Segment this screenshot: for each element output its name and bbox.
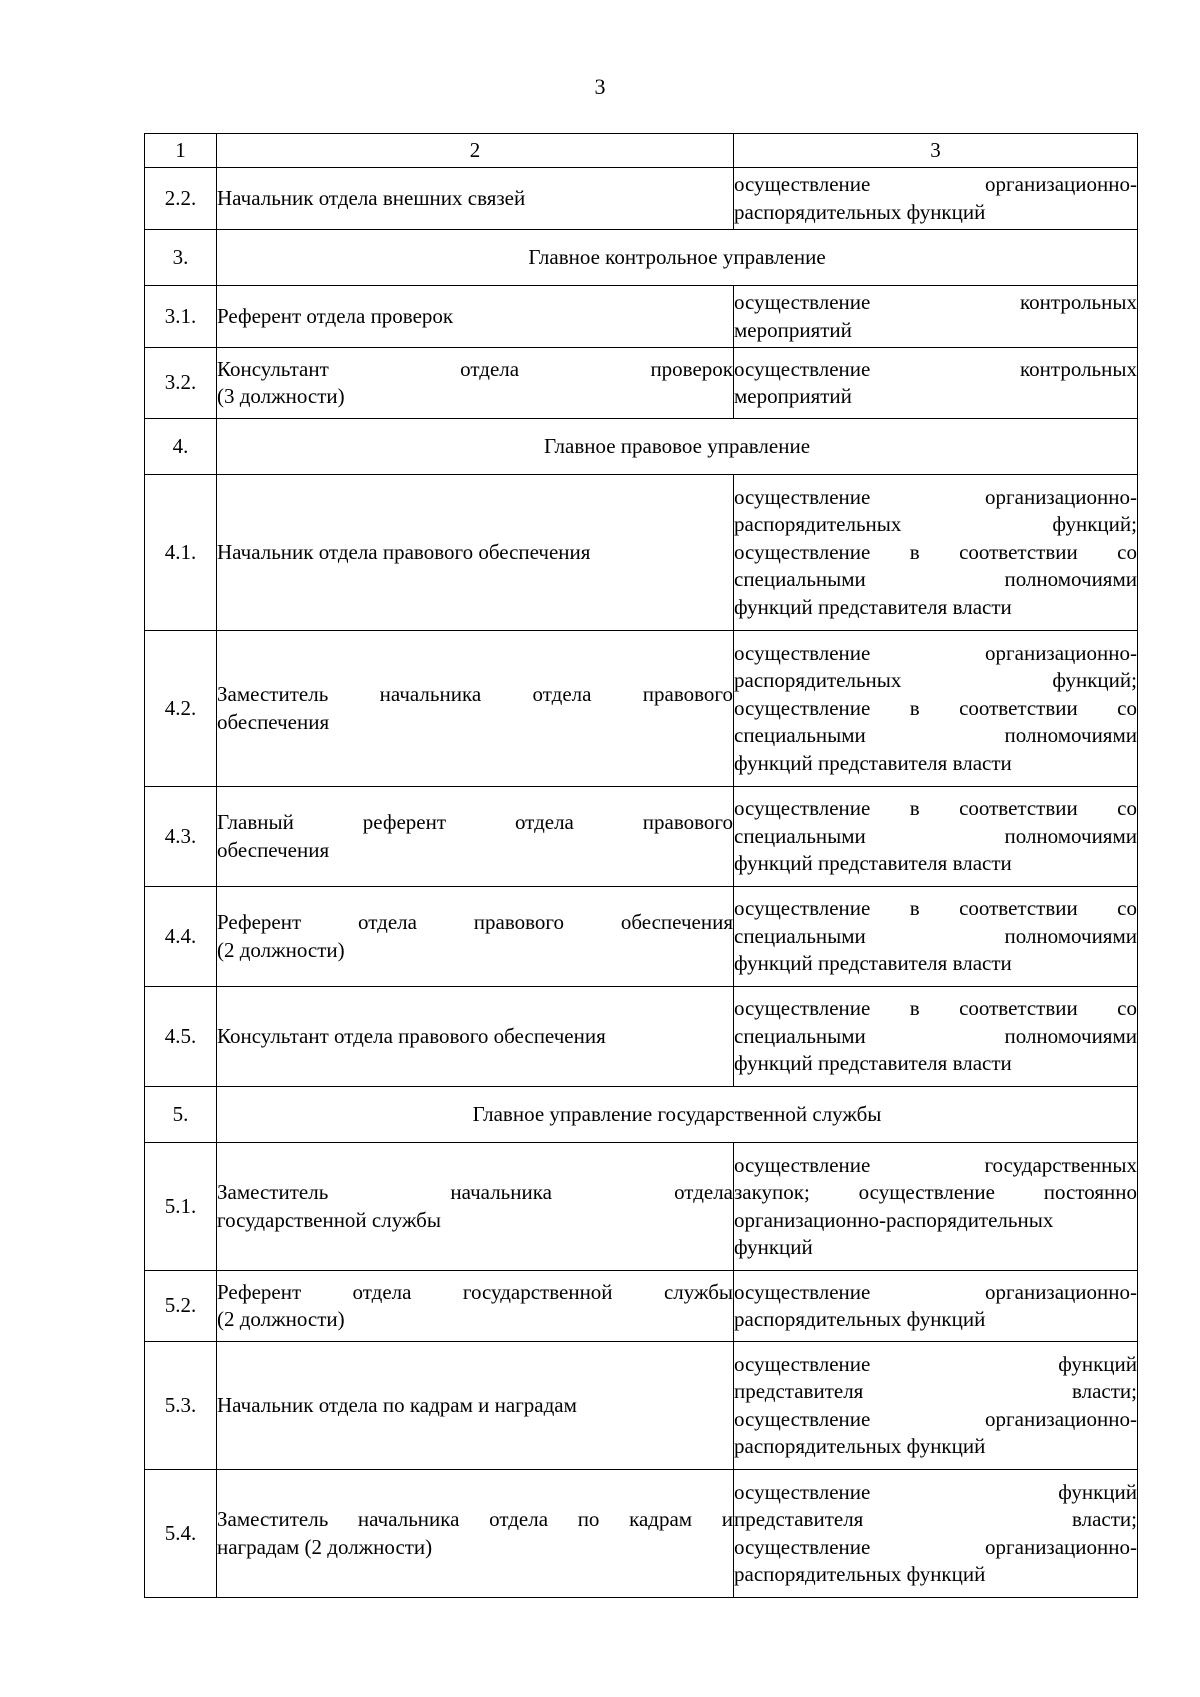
position-cell [217, 887, 734, 987]
functions-cell [734, 887, 1138, 987]
cell-line: Консультант отдела правового обеспечения [217, 1023, 606, 1048]
cell-line: осуществление в соответствии со [734, 896, 1137, 921]
functions-cell [734, 1143, 1138, 1271]
functions-cell [734, 286, 1138, 348]
cell-line: Начальник отдела внешних связей [217, 185, 526, 210]
cell-line: Начальник отдела правового обеспечения [217, 539, 591, 564]
row-number: 4.1. [145, 475, 217, 631]
table-row [145, 787, 1138, 887]
cell-line: осуществление в соответствии со [734, 996, 1137, 1021]
section-number: 5. [145, 1087, 217, 1143]
section-number: 3. [145, 230, 217, 286]
cell-line: функций представителя власти [734, 750, 1012, 775]
cell-line: (2 должности) [217, 937, 345, 962]
functions-cell [734, 987, 1138, 1087]
cell-line: функций представителя власти [734, 851, 1012, 876]
cell-line: распорядительных функций; [734, 668, 1137, 693]
cell-line: осуществление организационно- [734, 1406, 1137, 1431]
row-number: 4.5. [145, 987, 217, 1087]
section-title: Главное контрольное управление [217, 230, 1138, 286]
cell-line: осуществление организационно- [734, 172, 1137, 196]
column-header-3: 3 [734, 134, 1138, 168]
table-row [145, 348, 1138, 419]
positions-table [144, 133, 1138, 1598]
cell-line: представителя власти; [734, 1507, 1137, 1531]
cell-line: осуществление контрольных [734, 356, 1137, 381]
functions-cell [734, 1470, 1138, 1598]
cell-line: распорядительных функций [734, 1562, 986, 1586]
position-cell [217, 1271, 734, 1342]
cell-line: осуществление государственных [734, 1152, 1137, 1177]
position-cell [217, 631, 734, 787]
cell-line: функций представителя власти [734, 1051, 1012, 1076]
cell-line: осуществление функций [734, 1479, 1137, 1504]
cell-line: специальными полномочиями [734, 723, 1137, 748]
position-cell [217, 1143, 734, 1271]
column-header-2: 2 [217, 134, 734, 168]
cell-line: мероприятий [734, 317, 852, 342]
table-row [145, 1470, 1138, 1598]
section-row [145, 419, 1138, 475]
cell-line: обеспечения [217, 837, 330, 862]
cell-line: специальными полномочиями [734, 923, 1137, 948]
section-number: 4. [145, 419, 217, 475]
cell-line: распорядительных функций [734, 1307, 986, 1331]
position-cell [217, 286, 734, 348]
functions-cell [734, 475, 1138, 631]
cell-line: специальными полномочиями [734, 823, 1137, 848]
cell-line: Заместитель начальника отдела правового [217, 682, 733, 706]
row-number: 3.1. [145, 286, 217, 348]
section-row [145, 230, 1138, 286]
section-title: Главное управление государственной службы [217, 1087, 1138, 1143]
cell-line: Заместитель начальника отдела [217, 1180, 733, 1204]
row-number: 2.2. [145, 168, 217, 230]
position-cell [217, 1342, 734, 1470]
table-row [145, 475, 1138, 631]
page-number: 3 [594, 74, 606, 99]
cell-line: распорядительных функций [734, 1434, 986, 1458]
position-cell [217, 787, 734, 887]
row-number: 5.4. [145, 1470, 217, 1598]
table-header-row [145, 134, 1138, 168]
functions-cell [734, 631, 1138, 787]
position-cell [217, 348, 734, 419]
position-cell [217, 168, 734, 230]
cell-line: специальными полномочиями [734, 567, 1137, 592]
cell-line: Главный референт отдела правового [217, 810, 733, 834]
position-cell [217, 987, 734, 1087]
table-row [145, 286, 1138, 348]
cell-line: осуществление организационно- [734, 1279, 1137, 1304]
section-row [145, 1087, 1138, 1143]
cell-line: осуществление контрольных [734, 290, 1137, 314]
cell-line: (2 должности) [217, 1307, 345, 1331]
functions-cell [734, 1271, 1138, 1342]
column-header-1: 1 [145, 134, 217, 168]
cell-line: осуществление функций [734, 1351, 1137, 1376]
row-number: 4.3. [145, 787, 217, 887]
row-number: 3.2. [145, 348, 217, 419]
position-cell [217, 1470, 734, 1598]
table-row [145, 1143, 1138, 1271]
row-number: 5.1. [145, 1143, 217, 1271]
cell-line: Референт отдела проверок [217, 303, 454, 328]
cell-line: распорядительных функций; [734, 512, 1137, 537]
row-number: 5.2. [145, 1271, 217, 1342]
section-title: Главное правовое управление [217, 419, 1138, 475]
table-row [145, 631, 1138, 787]
cell-line: специальными полномочиями [734, 1023, 1137, 1048]
cell-line: организационно-распорядительных [734, 1207, 1054, 1232]
cell-line: осуществление организационно- [734, 640, 1137, 665]
functions-cell [734, 348, 1138, 419]
functions-cell [734, 1342, 1138, 1470]
cell-line: (3 должности) [217, 384, 345, 408]
cell-line: функций представителя власти [734, 951, 1012, 976]
cell-line: Заместитель начальника отдела по кадрам и [217, 1507, 733, 1531]
cell-line: Начальник отдела по кадрам и наградам [217, 1392, 577, 1417]
cell-line: осуществление в соответствии со [734, 796, 1137, 821]
cell-line: Консультант отдела проверок [217, 356, 733, 381]
table-row [145, 168, 1138, 230]
cell-line: наградам (2 должности) [217, 1534, 433, 1559]
row-number: 5.3. [145, 1342, 217, 1470]
cell-line: функций [734, 1235, 813, 1259]
functions-cell [734, 168, 1138, 230]
cell-line: осуществление в соответствии со [734, 695, 1137, 720]
row-number: 4.2. [145, 631, 217, 787]
row-number: 4.4. [145, 887, 217, 987]
table-row [145, 987, 1138, 1087]
cell-line: мероприятий [734, 384, 852, 408]
cell-line: осуществление в соответствии со [734, 539, 1137, 564]
position-cell [217, 475, 734, 631]
cell-line: осуществление организационно- [734, 484, 1137, 509]
cell-line: Референт отдела правового обеспечения [217, 910, 733, 934]
cell-line: функций представителя власти [734, 594, 1012, 619]
table-row [145, 1271, 1138, 1342]
cell-line: распорядительных функций [734, 199, 986, 224]
cell-line: закупок; осуществление постоянно [734, 1180, 1137, 1204]
table-row [145, 887, 1138, 987]
cell-line: обеспечения [217, 709, 330, 734]
cell-line: представителя власти; [734, 1379, 1137, 1403]
functions-cell [734, 787, 1138, 887]
cell-line: Референт отдела государственной службы [217, 1279, 733, 1304]
cell-line: осуществление организационно- [734, 1534, 1137, 1559]
table-row [145, 1342, 1138, 1470]
cell-line: государственной службы [217, 1207, 441, 1232]
